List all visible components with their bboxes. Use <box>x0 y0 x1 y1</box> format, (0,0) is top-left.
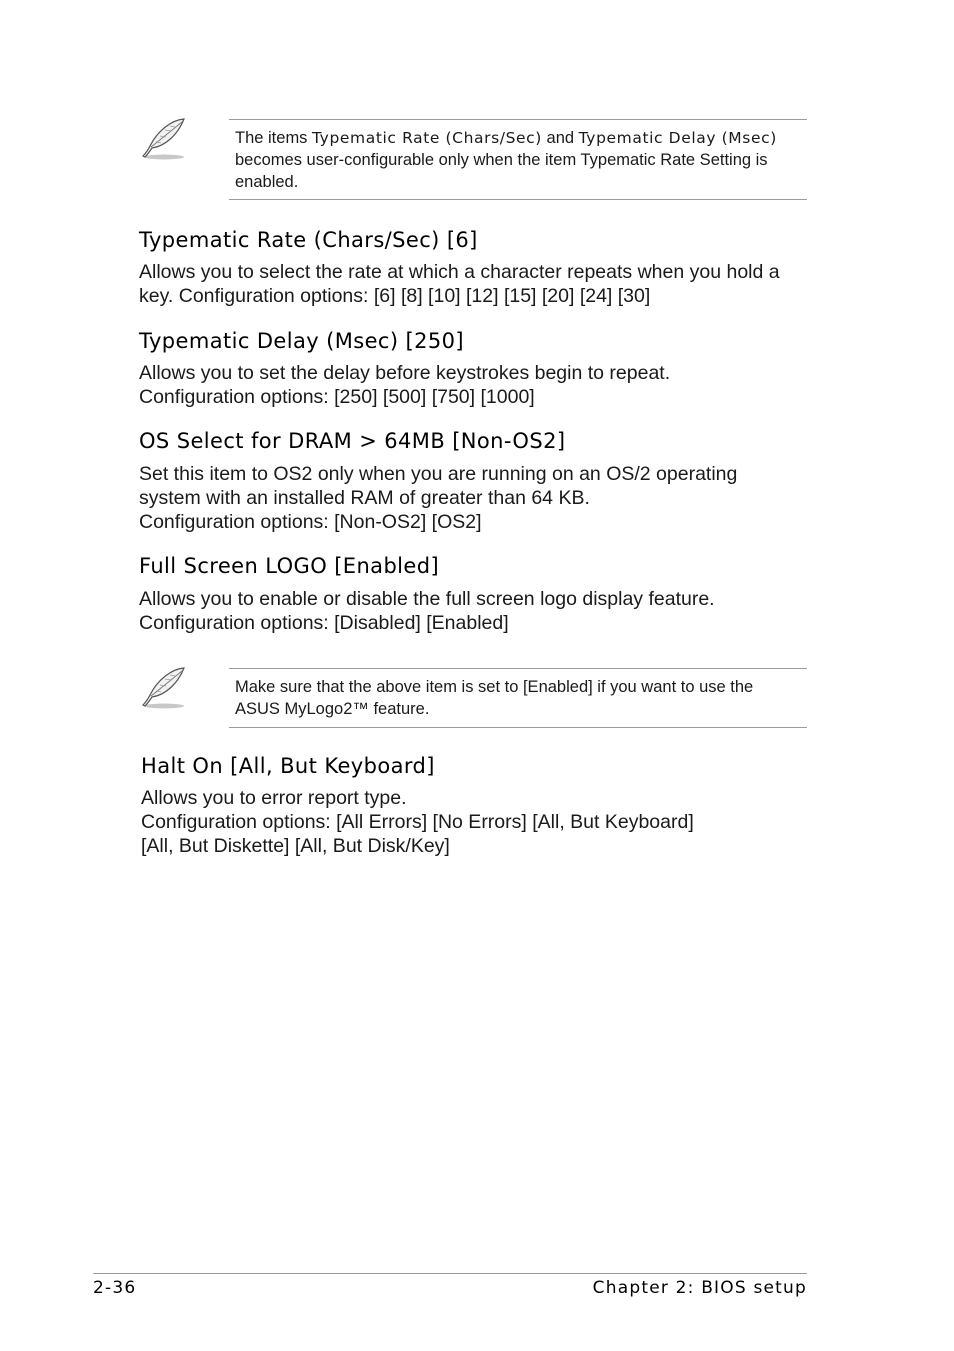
para-line: Allows you to set the delay before keystrokes begin to repeat. <box>139 362 671 384</box>
note-text-post: becomes user-configurable only when the item Typematic Rate Setting is enabled. <box>235 151 768 191</box>
note-line: ASUS MyLogo2™ feature. <box>235 700 430 718</box>
para-line: key. Configuration options: [6] [8] [10] [12] [15] [20] [24] [30] <box>139 285 651 307</box>
heading-os-select: OS Select for DRAM > 64MB [Non-OS2] <box>139 429 566 453</box>
note-line: Make sure that the above item is set to [Enabled] if you want to use the <box>235 678 754 696</box>
note-text <box>229 676 807 720</box>
para-line: Allows you to select the rate at which a character repeats when you hold a <box>139 261 780 283</box>
para-full-screen-logo <box>139 587 819 635</box>
heading-full-screen-logo: Full Screen LOGO [Enabled] <box>139 554 440 578</box>
para-line: system with an installed RAM of greater than 64 KB. <box>139 487 590 509</box>
chapter-title: Chapter 2: BIOS setup <box>592 1278 807 1298</box>
feather-note-icon <box>138 665 190 711</box>
para-line: Configuration options: [250] [500] [750] [1000] <box>139 386 535 408</box>
note-text <box>229 127 807 193</box>
footer-divider <box>93 1273 807 1274</box>
note-text-mid: and <box>541 129 579 147</box>
para-line: Allows you to error report type. <box>141 787 407 809</box>
para-line: Configuration options: [All Errors] [No Errors] [All, But Keyboard] <box>141 811 694 833</box>
feather-note-icon <box>138 116 190 162</box>
heading-typematic-rate: Typematic Rate (Chars/Sec) [6] <box>139 228 478 252</box>
para-halt-on <box>141 786 821 858</box>
para-typematic-delay <box>139 361 819 409</box>
note-box-mylogo <box>229 668 807 728</box>
para-line: [All, But Diskette] [All, But Disk/Key] <box>141 835 450 857</box>
heading-typematic-delay: Typematic Delay (Msec) [250] <box>139 329 465 353</box>
para-typematic-rate <box>139 260 819 308</box>
note-keyword-rate: Typematic Rate (Chars/Sec) <box>312 129 542 147</box>
note-keyword-delay: Typematic Delay (Msec) <box>578 129 777 147</box>
heading-halt-on: Halt On [All, But Keyboard] <box>141 754 435 778</box>
note-box-typematic <box>229 119 807 200</box>
para-line: Allows you to enable or disable the full screen logo display feature. <box>139 588 715 610</box>
para-line: Set this item to OS2 only when you are running on an OS/2 operating <box>139 463 738 485</box>
para-os-select <box>139 462 819 534</box>
page-number: 2-36 <box>93 1278 137 1298</box>
para-line: Configuration options: [Disabled] [Enabled] <box>139 612 509 634</box>
para-line: Configuration options: [Non-OS2] [OS2] <box>139 511 482 533</box>
note-text-pre: The items <box>235 129 313 147</box>
